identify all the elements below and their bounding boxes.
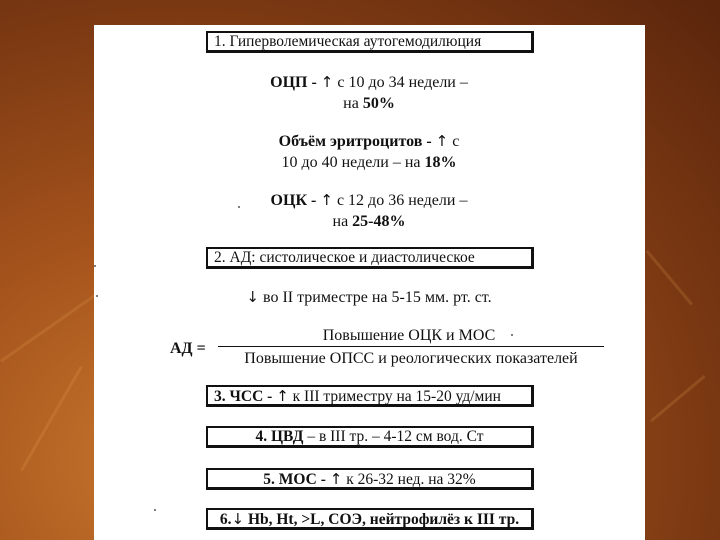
- ocp-label: ОЦП -: [270, 74, 321, 91]
- section6-box: [206, 508, 534, 530]
- section2-title-box: [206, 247, 534, 269]
- erythro-value: 18%: [424, 154, 457, 171]
- section3-text: к III триместру на 15-20 уд/мин: [288, 388, 501, 405]
- scan-speck: [154, 509, 156, 511]
- section1-title-box: [206, 31, 534, 53]
- scan-speck: [511, 334, 513, 336]
- ock-block: [219, 190, 519, 232]
- section3-label: 3. ЧСС -: [214, 388, 277, 405]
- ock-text: с 12 до 36 недели –: [332, 192, 468, 209]
- background-streak: [650, 375, 706, 422]
- arrow-up-icon: ↑: [276, 387, 289, 405]
- arrow-down-icon: ↓: [246, 288, 259, 306]
- section2-note-text: во II триместре на 5-15 мм. рт. ст.: [259, 289, 492, 306]
- ock-line2: [219, 211, 519, 232]
- erythro-line1-tail: с: [448, 133, 460, 150]
- ocp-line1: [219, 72, 519, 93]
- ock-line1: [219, 190, 519, 211]
- background-streak: [20, 366, 83, 471]
- section1-title: 1. Гиперволемическая аутогемодилюция: [214, 33, 482, 50]
- section4-label: 4. ЦВД: [255, 428, 304, 445]
- section6-prefix: 6.: [219, 511, 232, 528]
- erythro-block: [219, 131, 519, 173]
- section4-text: – в III тр. – 4-12 см вод. Ст: [303, 428, 484, 445]
- formula-label: АД =: [170, 340, 206, 357]
- arrow-up-icon: ↑: [320, 73, 334, 91]
- section2-note: [194, 287, 544, 308]
- section4-box: [206, 426, 534, 448]
- ocp-text: с 10 до 34 недели –: [333, 74, 468, 91]
- ock-label: ОЦК -: [270, 192, 321, 209]
- scan-speck: [94, 265, 96, 267]
- ock-line2-prefix: на: [332, 213, 353, 230]
- erythro-line1: [219, 131, 519, 152]
- ocp-value: 50%: [362, 95, 395, 112]
- section3-box: [206, 385, 534, 407]
- fraction-line: [218, 346, 604, 347]
- arrow-up-icon: ↑: [320, 191, 333, 209]
- section5-label: 5. МОС -: [263, 471, 330, 488]
- erythro-line2-prefix: 10 до 40 недели – на: [281, 154, 425, 171]
- ocp-line2: [219, 93, 519, 114]
- erythro-line2: [219, 152, 519, 173]
- erythro-label: Объём эритроцитов -: [278, 133, 436, 150]
- document-page: [94, 25, 645, 540]
- section5-text: к 26-32 нед. на 32%: [342, 471, 476, 488]
- scan-speck: [96, 295, 98, 297]
- arrow-up-icon: ↑: [329, 470, 343, 488]
- background-streak: [646, 250, 693, 306]
- scan-speck: [238, 206, 240, 208]
- section2-title: 2. АД: систолическое и диастолическое: [214, 249, 475, 266]
- ock-value: 25-48%: [352, 213, 406, 230]
- arrow-down-icon: ↓: [231, 510, 245, 528]
- ocp-block: [219, 72, 519, 114]
- section5-box: [206, 468, 534, 490]
- section6-text: Hb, Ht, >L, СОЭ, нейтрофилёз к III тр.: [244, 511, 520, 528]
- formula-denominator: Повышение ОПСС и реологических показателей: [244, 350, 578, 367]
- ocp-line2-prefix: на: [343, 95, 363, 112]
- arrow-up-icon: ↑: [435, 132, 449, 150]
- formula-numerator: Повышение ОЦК и МОС: [322, 327, 496, 344]
